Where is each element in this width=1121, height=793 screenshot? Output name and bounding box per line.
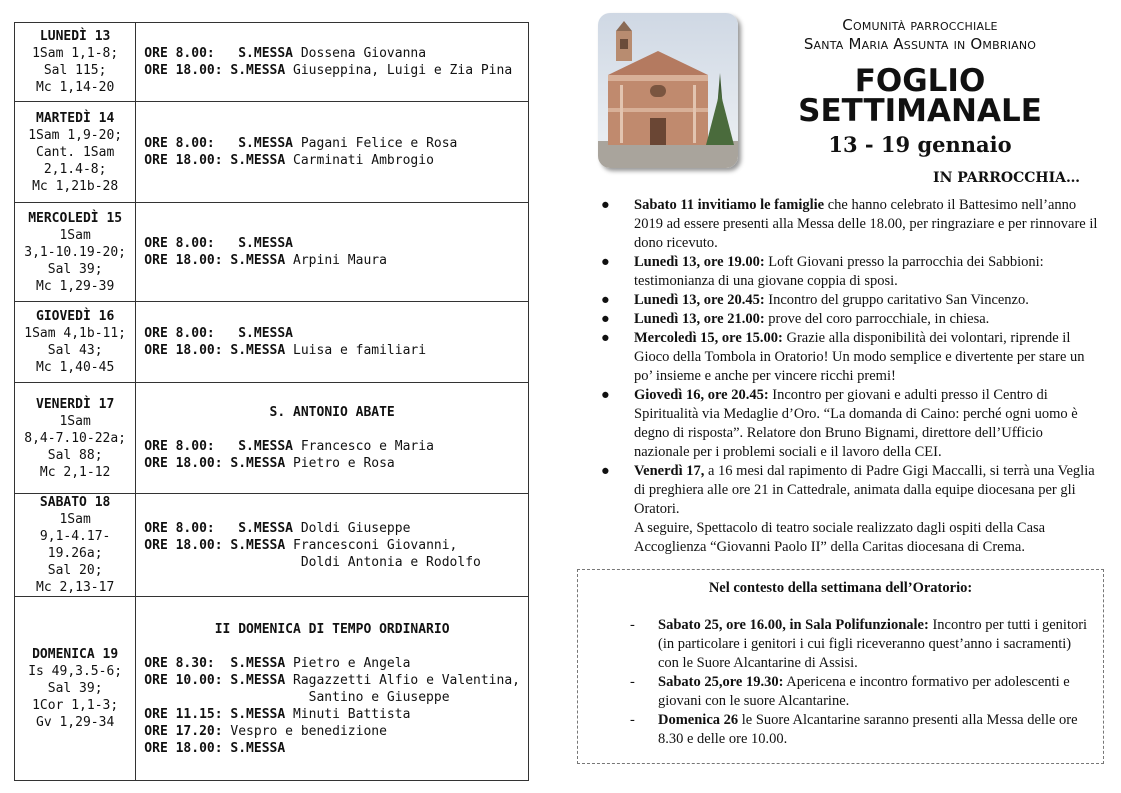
day-name: SABATO 18	[39, 495, 111, 510]
title-line-2: SETTIMANALE	[798, 93, 1042, 129]
bullet-icon: ●	[601, 292, 610, 308]
parish-label: Santa Maria Assunta in Ombriano	[803, 35, 1037, 53]
mass-intention: Pietro e Rosa	[285, 456, 395, 471]
mass-entry	[144, 152, 520, 169]
mass-entry	[144, 62, 520, 79]
news-item-text: che hanno celebrato il Battesimo nell’anno 2019 ad essere presenti alla Messa delle 18.00, per ringraziare e per rinnovare il dono ricevuto.	[634, 197, 1098, 251]
dash-icon: -	[630, 617, 635, 633]
reading: 1Sam	[59, 413, 91, 429]
mass-entry	[144, 235, 520, 252]
mass-intention: Minuti Battista	[285, 706, 411, 722]
news-item-text: Incontro per giovani e adulti presso il Centro di Spiritualità via Medaglie d’Oro. “La domanda di Caino: perché ogni uomo è degno di risposta”. Relatore don Bruno Bignami, direttore dell’Ufficio nazionale per i problemi sociali e il lavoro della CEI.	[634, 387, 1078, 460]
mass-time: ORE 17.20:	[144, 723, 231, 739]
news-item-text: Grazie alla disponibilità dei volontari, riprende il Gioco della Tombola in Oratorio! Un modo semplice e divertente per stare un po’ insieme e anche per vincere ricchi premi!	[634, 330, 1085, 384]
schedule-row	[15, 597, 529, 781]
mass-entry	[144, 252, 520, 269]
oratorio-item-text: Apericena e incontro formativo per adolescenti e giovani con le suore Alcantarine.	[658, 674, 1070, 709]
mass-time: ORE 8.30:	[144, 655, 231, 671]
mass-entry	[144, 45, 520, 62]
day-cell	[15, 597, 136, 781]
mass-cell	[136, 203, 529, 302]
mass-intention: Pietro e Angela	[285, 655, 411, 671]
news-item-text: Loft Giovani presso la parrocchia dei Sabbioni: testimonianza di una giovane coppia di sposi.	[634, 254, 1044, 289]
mass-time: ORE 18.00:	[144, 153, 231, 168]
day-cell	[15, 23, 136, 102]
mass-intention-cont: Santino e Giuseppe	[144, 689, 450, 705]
mass-intention: Doldi Giuseppe	[293, 520, 411, 536]
oratorio-list	[578, 616, 1103, 749]
reading: Gv 1,29-34	[36, 715, 115, 730]
mass-time: ORE 8.00:	[144, 236, 239, 251]
feast-title: II DOMENICA DI TEMPO ORDINARIO	[214, 621, 450, 637]
news-item-text: a 16 mesi dal rapimento di Padre Gigi Maccalli, si terrà una Veglia di preghiera alle ore 21 in Cattedrale, animata dalla equipe diocesana per gli Oratori.	[634, 463, 1095, 517]
reading: Sal 39;	[47, 261, 103, 277]
mass-rite: S.MESSA	[230, 456, 286, 471]
mass-rite: S.MESSA	[230, 655, 286, 671]
reading: Mc 1,29-39	[36, 278, 115, 294]
mass-time: ORE 18.00:	[144, 740, 231, 756]
mass-cell	[136, 302, 529, 383]
mass-entry	[144, 325, 520, 342]
schedule-row	[15, 23, 529, 102]
day-cell	[15, 302, 136, 383]
reading: 2,1.4-8;	[43, 161, 107, 177]
day-cell	[15, 203, 136, 302]
mass-intention: Luisa e familiari	[285, 343, 427, 358]
mass-time: ORE 8.00:	[144, 136, 239, 151]
reading: 1Cor 1,1-3;	[32, 698, 119, 713]
mass-time: ORE 18.00:	[144, 63, 231, 78]
mass-time: ORE 8.00:	[144, 326, 239, 341]
reading: Mc 1,14-20	[36, 80, 115, 95]
bullet-icon: ●	[601, 254, 610, 270]
mass-rite: S.MESSA	[238, 46, 294, 61]
mass-entry	[144, 135, 520, 152]
reading: 9,1-4.17-19.26a;	[39, 529, 111, 561]
mass-entry	[144, 723, 520, 740]
reading: Sal 39;	[47, 681, 103, 696]
news-item-lead: Sabato 11 invitiamo le famiglie	[634, 197, 825, 213]
mass-schedule-table	[14, 22, 529, 781]
reading: 8,4-7.10-22a;	[24, 430, 127, 446]
day-name: LUNEDÌ 13	[39, 29, 111, 44]
mass-intention: Carminati Ambrogio	[285, 153, 434, 168]
schedule-row	[15, 494, 529, 597]
mass-time: ORE 18.00:	[144, 456, 231, 471]
mass-intention: Pagani Felice e Rosa	[293, 136, 458, 151]
oratorio-item-text: le Suore Alcantarine saranno presenti alla Messa delle ore 8.30 e delle ore 10.00.	[658, 712, 1078, 747]
news-item-lead: Mercoledì 15, ore 15.00:	[634, 330, 783, 346]
news-item	[592, 462, 1102, 557]
mass-time: ORE 8.00:	[144, 520, 239, 536]
reading: 1Sam	[59, 227, 91, 243]
feast-title: S. ANTONIO ABATE	[269, 405, 395, 420]
reading: 1Sam 4,1b-11;	[24, 326, 127, 341]
reading: Is 49,3.5-6;	[28, 664, 123, 679]
day-name: MERCOLEDÌ 15	[28, 210, 123, 226]
reading: 1Sam 1,1-8;	[32, 46, 119, 61]
schedule-row	[15, 302, 529, 383]
mass-time: ORE 18.00:	[144, 253, 231, 268]
mass-entry	[144, 655, 520, 672]
news-item-lead: Venerdì 17,	[634, 463, 705, 479]
mass-intention: Vespro e benedizione	[230, 723, 387, 739]
mass-intention: Ragazzetti Alfio e Valentina,	[285, 672, 520, 688]
mass-cell	[136, 494, 529, 597]
newsletter-title	[790, 63, 1050, 129]
mass-rite: S.MESSA	[238, 520, 294, 536]
reading: Sal 43;	[47, 343, 103, 358]
mass-entry	[144, 342, 520, 359]
news-item	[592, 291, 1102, 310]
community-label: Comunità parrocchiale	[842, 16, 998, 34]
news-item-text: prove del coro parrocchiale, in chiesa.	[764, 311, 990, 327]
day-cell	[15, 383, 136, 494]
news-item-text: Incontro del gruppo caritativo San Vincenzo.	[764, 292, 1029, 308]
news-item-lead: Lunedì 13, ore 20.45:	[634, 292, 765, 308]
news-item-lead: Lunedì 13, ore 21.00:	[634, 311, 765, 327]
oratorio-item	[578, 616, 1103, 673]
schedule-row	[15, 102, 529, 203]
mass-intention-cont: Doldi Antonia e Rodolfo	[144, 554, 481, 570]
mass-intention: Francesco e Maria	[293, 439, 434, 454]
bullet-icon: ●	[601, 330, 610, 346]
day-cell	[15, 494, 136, 597]
mass-cell	[136, 102, 529, 203]
news-item	[592, 196, 1102, 253]
section-heading: IN PARROCCHIA…	[933, 170, 1080, 186]
mass-rite: S.MESSA	[230, 672, 286, 688]
mass-intention: Giuseppina, Luigi e Zia Pina	[285, 63, 513, 78]
mass-entry	[144, 438, 520, 455]
reading: 1Sam 1,9-20;	[28, 127, 123, 143]
mass-time: ORE 11.15:	[144, 706, 231, 722]
news-item-lead: Lunedì 13, ore 19.00:	[634, 254, 765, 270]
oratorio-item	[578, 711, 1103, 749]
mass-intention: Dossena Giovanna	[293, 46, 427, 61]
reading: Mc 1,40-45	[36, 360, 115, 375]
dash-icon: -	[630, 674, 635, 690]
mass-entry	[144, 672, 520, 689]
mass-rite: S.MESSA	[238, 136, 294, 151]
reading: Sal 115;	[43, 63, 107, 78]
oratorio-title: Nel contesto della settimana dell’Oratorio:	[708, 580, 973, 596]
news-item	[592, 329, 1102, 386]
title-line-1: FOGLIO	[854, 63, 986, 99]
parish-news-list	[592, 196, 1102, 557]
reading: Mc 2,13-17	[36, 580, 115, 595]
mass-rite: S.MESSA	[230, 740, 286, 756]
oratorio-item-lead: Sabato 25, ore 16.00, in Sala Polifunzionale:	[658, 617, 929, 633]
mass-intention: Arpini Maura	[285, 253, 387, 268]
mass-time: ORE 8.00:	[144, 439, 239, 454]
mass-time: ORE 18.00:	[144, 343, 231, 358]
bullet-icon: ●	[601, 197, 610, 213]
mass-cell	[136, 597, 529, 781]
mass-time: ORE 8.00:	[144, 46, 239, 61]
news-item	[592, 386, 1102, 462]
mass-cell	[136, 383, 529, 494]
day-cell	[15, 102, 136, 203]
bullet-icon: ●	[601, 463, 610, 479]
reading: 1Sam	[59, 512, 91, 527]
schedule-row	[15, 203, 529, 302]
dash-icon: -	[630, 712, 635, 728]
mass-rite: S.MESSA	[230, 253, 286, 268]
reading: Sal 88;	[47, 447, 103, 463]
church-photo	[598, 13, 738, 168]
day-name: DOMENICA 19	[32, 647, 119, 662]
reading: Mc 2,1-12	[39, 464, 111, 480]
day-name: VENERDÌ 17	[36, 396, 115, 412]
oratorio-item-text: Incontro per tutti i genitori (in particolare i genitori i cui figli riceveranno quest’anno i sacramenti) con le Suore Alcantarine di Assisi.	[658, 617, 1088, 671]
mass-entry	[144, 706, 520, 723]
reading: Cant. 1Sam	[36, 144, 115, 160]
mass-entry	[144, 537, 520, 554]
day-name: MARTEDÌ 14	[36, 110, 115, 126]
mass-rite: S.MESSA	[230, 537, 286, 553]
mass-time: ORE 10.00:	[144, 672, 231, 688]
oratorio-item	[578, 673, 1103, 711]
news-item-lead: Giovedì 16, ore 20.45:	[634, 387, 769, 403]
mass-rite: S.MESSA	[238, 439, 294, 454]
mass-rite: S.MESSA	[238, 236, 294, 251]
bullet-icon: ●	[601, 311, 610, 327]
mass-entry	[144, 740, 520, 757]
parish-name	[760, 16, 1080, 54]
bullet-icon: ●	[601, 387, 610, 403]
mass-entry	[144, 520, 520, 537]
oratorio-item-lead: Domenica 26	[658, 712, 739, 728]
mass-rite: S.MESSA	[238, 326, 294, 341]
mass-time: ORE 18.00:	[144, 537, 231, 553]
oratorio-item-lead: Sabato 25,ore 19.30:	[658, 674, 784, 690]
mass-rite: S.MESSA	[230, 706, 286, 722]
mass-rite: S.MESSA	[230, 153, 286, 168]
reading: Sal 20;	[47, 563, 103, 578]
news-item-extra: A seguire, Spettacolo di teatro sociale realizzato dagli ospiti della Casa Accoglienza “Giovanni Paolo II” della Caritas diocesana di Crema.	[634, 520, 1046, 555]
schedule-row	[15, 383, 529, 494]
oratorio-box	[577, 569, 1104, 764]
news-item	[592, 253, 1102, 291]
mass-intention: Francesconi Giovanni,	[285, 537, 458, 553]
news-item	[592, 310, 1102, 329]
day-name: GIOVEDÌ 16	[36, 309, 115, 324]
mass-rite: S.MESSA	[230, 63, 286, 78]
mass-entry	[144, 455, 520, 472]
mass-rite: S.MESSA	[230, 343, 286, 358]
reading: Mc 1,21b-28	[32, 178, 119, 194]
week-dates: 13 - 19 gennaio	[828, 132, 1012, 157]
mass-cell	[136, 23, 529, 102]
reading: 3,1-10.19-20;	[24, 244, 127, 260]
